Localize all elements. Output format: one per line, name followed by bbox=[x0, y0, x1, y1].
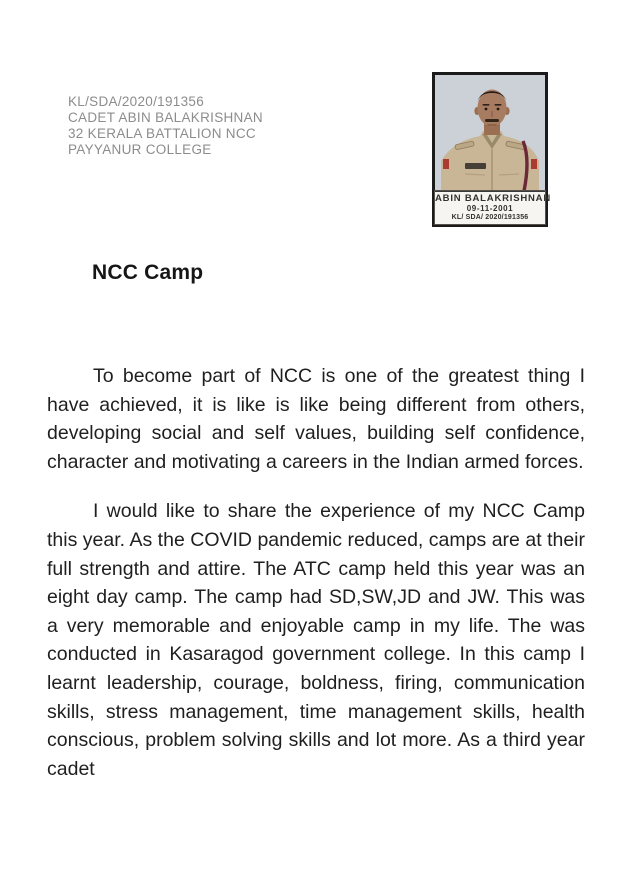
letterhead-cadet-name: CADET ABIN BALAKRISHNAN bbox=[68, 110, 263, 125]
essay-body bbox=[47, 362, 585, 783]
letterhead-battalion: 32 KERALA BATTALION NCC bbox=[68, 126, 256, 141]
essay-title: NCC Camp bbox=[92, 261, 204, 284]
essay-paragraph-2: I would like to share the experience of my NCC Camp this year. As the COVID pandemic reduced, camps are at their full strength and attire. The ATC camp held this year was an eight day camp. The camp had SD,SW,JD and JW. This was a very memorable and enjoyable camp in my life. The was conducted in Kasaragod government college. In this camp I learnt leadership, courage, boldness, firing, communication skills, stress management, time management skills, health conscious, problem solving skills and lot more. As a third year cadet bbox=[47, 500, 585, 780]
photo-caption-name: ABIN BALAKRISHNAN bbox=[435, 193, 551, 204]
essay-paragraph-1: To become part of NCC is one of the greatest thing I have achieved, it is like is like being different from others, developing social and self values, building self confidence, character and motivating a careers in the Indian armed forces. bbox=[47, 365, 585, 473]
cadet-portrait-illustration bbox=[435, 75, 545, 191]
letterhead-regimental-number: KL/SDA/2020/191356 bbox=[68, 94, 205, 109]
cadet-id-photo bbox=[432, 72, 551, 227]
letterhead-block bbox=[68, 94, 263, 158]
photo-caption-id: KL/ SDA/ 2020/191356 bbox=[451, 214, 529, 221]
photo-caption-dob: 09-11-2001 bbox=[466, 204, 514, 213]
photo-caption bbox=[435, 191, 551, 224]
letterhead-college: PAYYANUR COLLEGE bbox=[68, 142, 212, 157]
